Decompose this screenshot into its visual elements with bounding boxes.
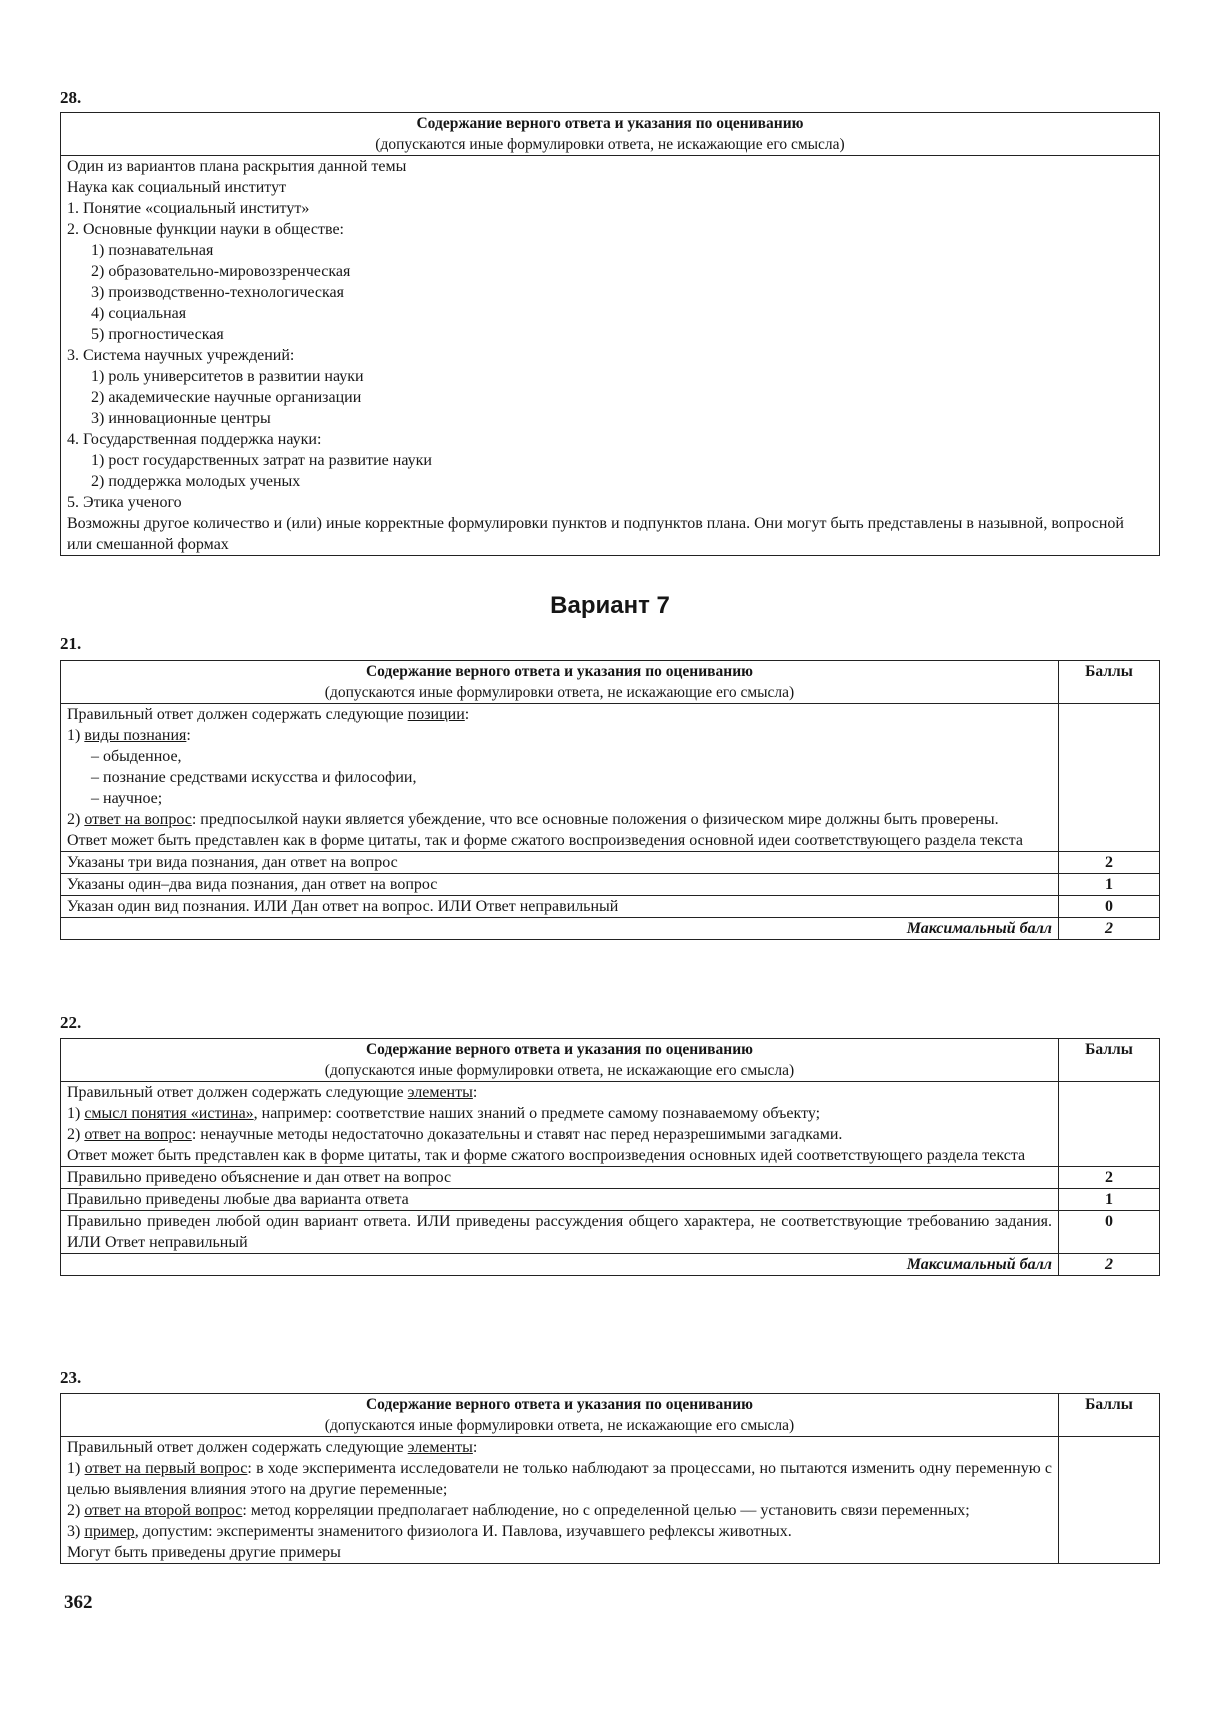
answer-note: Ответ может быть представлен как в форме цитаты, так и форме сжатого воспроизведения основной идеи соответствующего раздела текста <box>67 832 1023 849</box>
answer-content: Правильный ответ должен содержать следующие элементы: 1) ответ на первый вопрос: в ходе эксперимента исследователи не только наблюдают за процессами, но пытаются изменить одну переменную с целью выявления влияния этого на другие переменные; 2) ответ на второй вопрос: метод корреляции предполагает наблюдение, но с определенной целью — установить связи переменных; 3) пример, допустим: эксперименты знаменитого физиолога И. Павлова, изучавшего рефлексы животных. Могут быть приведены другие примеры <box>61 1437 1059 1564</box>
max-score-row: Максимальный балл 2 <box>61 918 1160 940</box>
table-header: Содержание верного ответа и указания по оцениванию (допускаются иные формулировки ответа, не искажающие его смысла) <box>61 1394 1059 1437</box>
points-header: Баллы <box>1059 1039 1160 1082</box>
plan-line: Один из вариантов плана раскрытия данной темы <box>67 158 407 175</box>
plan-line: 2. Основные функции науки в обществе: <box>67 221 344 238</box>
criteria-row: Правильно приведены любые два варианта ответа 1 <box>61 1189 1160 1211</box>
answer-table-22 <box>60 1038 1160 1276</box>
table-header: Содержание верного ответа и указания по оцениванию (допускаются иные формулировки ответа, не искажающие его смысла) <box>61 1039 1059 1082</box>
plan-line: 3) инновационные центры <box>91 410 271 427</box>
criteria-row: Правильно приведено объяснение и дан ответ на вопрос 2 <box>61 1167 1160 1189</box>
plan-line: 2) образовательно-мировоззренческая <box>91 263 351 280</box>
plan-line: 2) поддержка молодых ученых <box>91 473 301 490</box>
page-number: 362 <box>64 1592 93 1613</box>
plan-line: Возможны другое количество и (или) иные корректные формулировки пунктов и подпунктов плана. Они могут быть представлены в назывной, вопросной или смешанной формах <box>67 515 1124 553</box>
answer-note: Могут быть приведены другие примеры <box>67 1544 341 1561</box>
max-score-row: Максимальный балл 2 <box>61 1254 1160 1276</box>
plan-line: 1) рост государственных затрат на развитие науки <box>91 452 432 469</box>
question-number-28: 28. <box>60 88 82 107</box>
table-header: Содержание верного ответа и указания по оцениванию (допускаются иные формулировки ответа, не искажающие его смысла) <box>61 113 1160 156</box>
table-header: Содержание верного ответа и указания по оцениванию (допускаются иные формулировки ответа, не искажающие его смысла) <box>61 661 1059 704</box>
plan-line: 2) академические научные организации <box>91 389 362 406</box>
question-number-23: 23. <box>60 1368 82 1387</box>
plan-line: 4) социальная <box>91 305 187 322</box>
list-item: – научное; <box>91 790 163 807</box>
plan-line: Наука как социальный институт <box>67 179 287 196</box>
answer-content: Правильный ответ должен содержать следующие позиции: 1) виды познания: – обыденное, – познание средствами искусства и философии, – научное; 2) ответ на вопрос: предпосылкой науки является убеждение, что все основные положения о физическом мире должны быть проверены. Ответ может быть представлен как в форме цитаты, так и форме сжатого воспроизведения основной идеи соответствующего раздела текста <box>61 704 1059 852</box>
plan-line: 3) производственно-технологическая <box>91 284 344 301</box>
question-number-22: 22. <box>60 1013 82 1032</box>
plan-content <box>61 156 1160 556</box>
answer-table-28 <box>60 112 1160 556</box>
plan-line: 1. Понятие «социальный институт» <box>67 200 310 217</box>
plan-line: 1) познавательная <box>91 242 214 259</box>
list-item: – познание средствами искусства и философии, <box>91 769 417 786</box>
plan-line: 4. Государственная поддержка науки: <box>67 431 322 448</box>
criteria-row: Указан один вид познания. ИЛИ Дан ответ на вопрос. ИЛИ Ответ неправильный 0 <box>61 896 1160 918</box>
answer-table-21 <box>60 660 1160 940</box>
points-header: Баллы <box>1059 661 1160 704</box>
answer-note: Ответ может быть представлен как в форме цитаты, так и форме сжатого воспроизведения основных идей соответствующего раздела текста <box>67 1147 1026 1164</box>
plan-line: 3. Система научных учреждений: <box>67 347 295 364</box>
list-item: – обыденное, <box>91 748 182 765</box>
plan-line: 5. Этика ученого <box>67 494 182 511</box>
variant-title: Вариант 7 <box>550 592 670 619</box>
criteria-row: Указаны три вида познания, дан ответ на вопрос 2 <box>61 852 1160 874</box>
question-number-21: 21. <box>60 634 82 653</box>
plan-line: 5) прогностическая <box>91 326 224 343</box>
plan-line: 1) роль университетов в развитии науки <box>91 368 364 385</box>
points-header: Баллы <box>1059 1394 1160 1437</box>
answer-content: Правильный ответ должен содержать следующие элементы: 1) смысл понятия «истина», например: соответствие наших знаний о предмете самому познаваемому объекту; 2) ответ на вопрос: ненаучные методы недостаточно доказательны и ставят нас перед неразрешимыми загадками. Ответ может быть представлен как в форме цитаты, так и форме сжатого воспроизведения основных идей соответствующего раздела текста <box>61 1082 1059 1167</box>
criteria-row: Указаны один–два вида познания, дан ответ на вопрос 1 <box>61 874 1160 896</box>
answer-table-23 <box>60 1393 1160 1564</box>
criteria-row: Правильно приведен любой один вариант ответа. ИЛИ приведены рассуждения общего характера, не соответствующие требованию задания. ИЛИ Ответ неправильный 0 <box>61 1211 1160 1254</box>
